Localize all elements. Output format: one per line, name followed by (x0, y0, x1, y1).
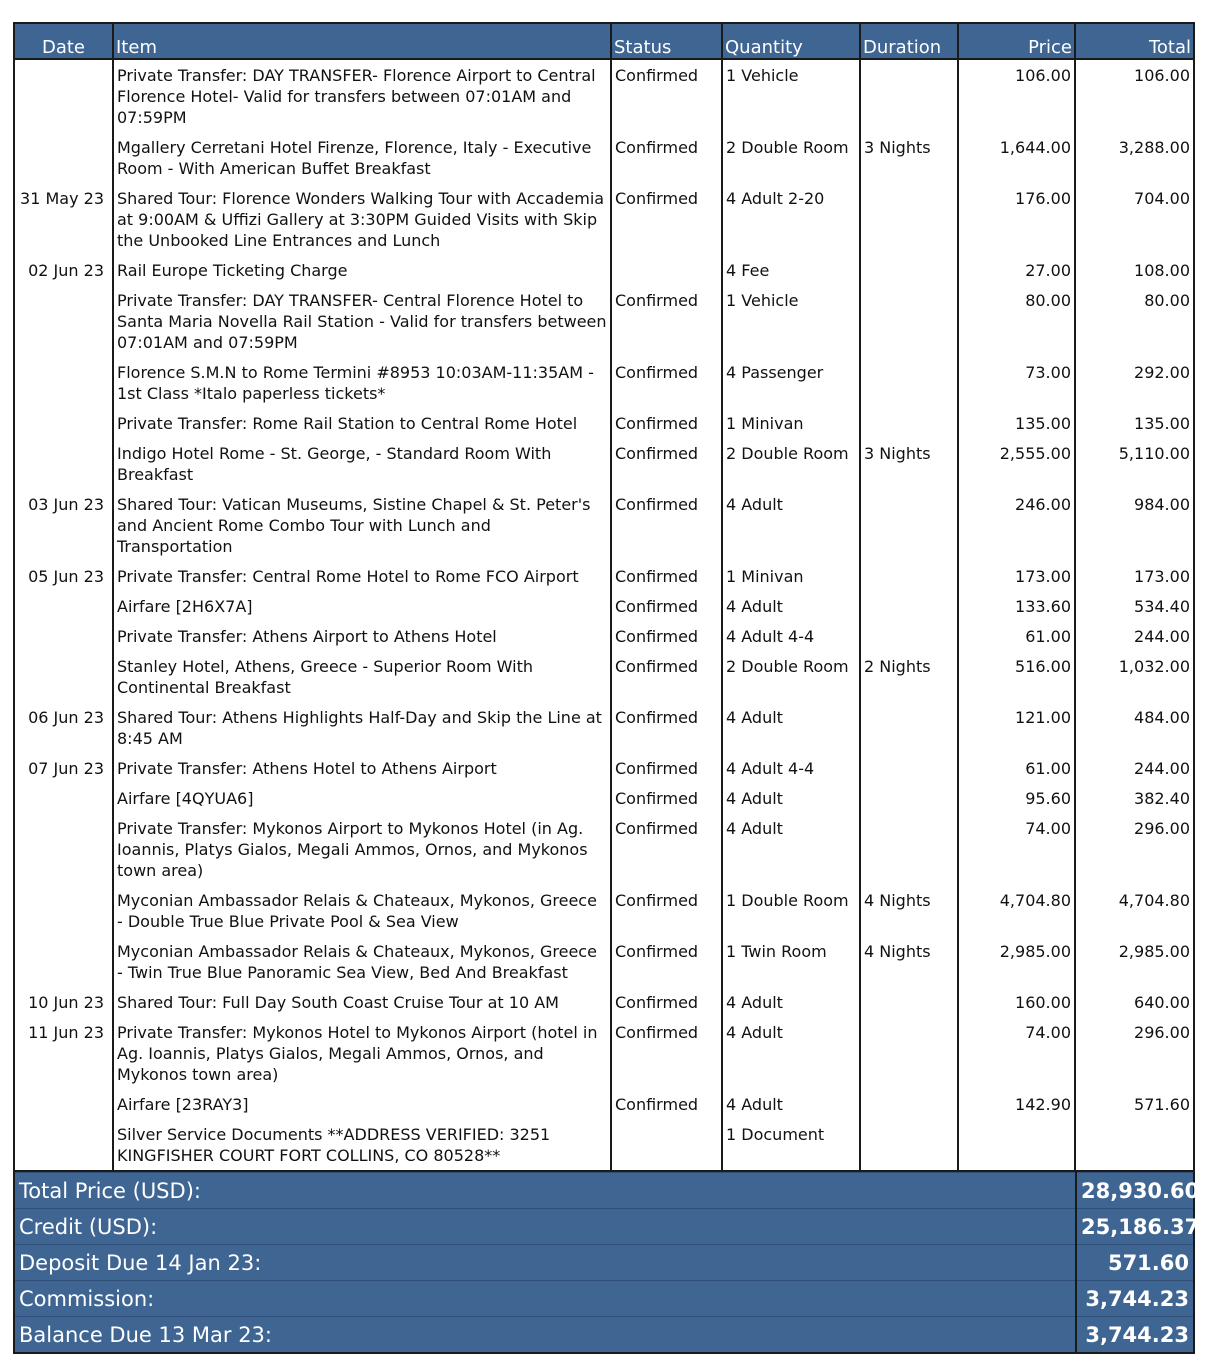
cell-quantity: 4 Fee (722, 255, 860, 285)
cell-status: Confirmed (611, 885, 722, 936)
cell-quantity: 2 Double Room (722, 132, 860, 183)
cell-status: Confirmed (611, 651, 722, 702)
cell-date: 31 May 23 (14, 183, 113, 255)
cell-total: 80.00 (1075, 285, 1194, 357)
cell-date (14, 591, 113, 621)
cell-price: 74.00 (958, 1017, 1075, 1089)
summary-label: Deposit Due 14 Jan 23: (14, 1245, 1076, 1281)
cell-item: Airfare [2H6X7A] (113, 591, 611, 621)
cell-item: Silver Service Documents **ADDRESS VERIFIED: 3251 KINGFISHER COURT FORT COLLINS, CO 80528** (113, 1119, 611, 1171)
cell-status: Confirmed (611, 59, 722, 132)
table-row (14, 936, 1194, 987)
cell-duration (860, 489, 958, 561)
cell-date (14, 783, 113, 813)
header-quantity: Quantity (722, 23, 860, 59)
cell-status: Confirmed (611, 357, 722, 408)
summary-label: Commission: (14, 1281, 1076, 1317)
cell-duration: 4 Nights (860, 885, 958, 936)
cell-date (14, 132, 113, 183)
cell-duration (860, 1119, 958, 1171)
cell-date (14, 885, 113, 936)
cell-quantity: 4 Adult (722, 783, 860, 813)
table-row (14, 132, 1194, 183)
cell-price: 121.00 (958, 702, 1075, 753)
cell-total: 704.00 (1075, 183, 1194, 255)
cell-duration (860, 987, 958, 1017)
cell-total: 1,032.00 (1075, 651, 1194, 702)
cell-item: Private Transfer: Rome Rail Station to Central Rome Hotel (113, 408, 611, 438)
cell-duration (860, 1017, 958, 1089)
cell-quantity: 4 Passenger (722, 357, 860, 408)
cell-price: 1,644.00 (958, 132, 1075, 183)
cell-item: Private Transfer: Athens Hotel to Athens Airport (113, 753, 611, 783)
table-row (14, 651, 1194, 702)
cell-quantity: 1 Double Room (722, 885, 860, 936)
cell-duration (860, 357, 958, 408)
cell-total: 135.00 (1075, 408, 1194, 438)
cell-total: 106.00 (1075, 59, 1194, 132)
cell-status: Confirmed (611, 753, 722, 783)
cell-date: 03 Jun 23 (14, 489, 113, 561)
cell-item: Indigo Hotel Rome - St. George, - Standard Room With Breakfast (113, 438, 611, 489)
cell-total: 484.00 (1075, 702, 1194, 753)
cell-item: Stanley Hotel, Athens, Greece - Superior Room With Continental Breakfast (113, 651, 611, 702)
header-duration: Duration (860, 23, 958, 59)
cell-price: 160.00 (958, 987, 1075, 1017)
cell-status: Confirmed (611, 561, 722, 591)
itinerary-rows (14, 59, 1194, 1171)
cell-duration (860, 1089, 958, 1119)
cell-item: Myconian Ambassador Relais & Chateaux, Mykonos, Greece - Double True Blue Private Pool & Sea View (113, 885, 611, 936)
summary-row (14, 1173, 1194, 1209)
cell-status: Confirmed (611, 987, 722, 1017)
cell-price: 135.00 (958, 408, 1075, 438)
cell-quantity: 4 Adult (722, 1017, 860, 1089)
cell-quantity: 1 Minivan (722, 408, 860, 438)
cell-total: 173.00 (1075, 561, 1194, 591)
summary-amount: 571.60 (1076, 1245, 1194, 1281)
cell-quantity: 4 Adult 4-4 (722, 753, 860, 783)
cell-duration (860, 702, 958, 753)
table-header-row (14, 23, 1194, 59)
cell-price: 27.00 (958, 255, 1075, 285)
cell-date (14, 408, 113, 438)
cell-quantity: 1 Minivan (722, 561, 860, 591)
cell-price: 142.90 (958, 1089, 1075, 1119)
itinerary-invoice (13, 22, 1200, 1354)
cell-duration: 3 Nights (860, 438, 958, 489)
cell-total: 534.40 (1075, 591, 1194, 621)
cell-quantity: 1 Vehicle (722, 285, 860, 357)
cell-status: Confirmed (611, 936, 722, 987)
cell-item: Private Transfer: Athens Airport to Athens Hotel (113, 621, 611, 651)
cell-total: 244.00 (1075, 753, 1194, 783)
cell-duration (860, 813, 958, 885)
header-total: Total (1075, 23, 1194, 59)
table-row (14, 753, 1194, 783)
summary-row (14, 1245, 1194, 1281)
cell-status: Confirmed (611, 132, 722, 183)
itinerary-items-table (13, 22, 1195, 1172)
table-row (14, 621, 1194, 651)
cell-quantity: 1 Vehicle (722, 59, 860, 132)
cell-duration (860, 753, 958, 783)
cell-item: Private Transfer: Mykonos Hotel to Mykonos Airport (hotel in Ag. Ioannis, Platys Gialos, Megali Ammos, Ornos, and Mykonos town area) (113, 1017, 611, 1089)
cell-total: 292.00 (1075, 357, 1194, 408)
cell-quantity: 4 Adult 4-4 (722, 621, 860, 651)
cell-quantity: 4 Adult (722, 1089, 860, 1119)
cell-date: 11 Jun 23 (14, 1017, 113, 1089)
cell-total: 984.00 (1075, 489, 1194, 561)
cell-price: 74.00 (958, 813, 1075, 885)
cell-date (14, 1119, 113, 1171)
header-price: Price (958, 23, 1075, 59)
cell-status: Confirmed (611, 702, 722, 753)
cell-price: 80.00 (958, 285, 1075, 357)
cell-total: 108.00 (1075, 255, 1194, 285)
cell-status (611, 255, 722, 285)
cell-total: 4,704.80 (1075, 885, 1194, 936)
cell-duration (860, 621, 958, 651)
cell-date (14, 936, 113, 987)
cell-duration: 2 Nights (860, 651, 958, 702)
cell-date (14, 813, 113, 885)
table-row (14, 489, 1194, 561)
table-row (14, 1119, 1194, 1171)
summary-amount: 3,744.23 (1076, 1281, 1194, 1317)
cell-status: Confirmed (611, 408, 722, 438)
cell-duration (860, 183, 958, 255)
cell-duration (860, 285, 958, 357)
cell-price: 61.00 (958, 621, 1075, 651)
cell-quantity: 1 Document (722, 1119, 860, 1171)
cell-total: 640.00 (1075, 987, 1194, 1017)
cell-status: Confirmed (611, 591, 722, 621)
table-row (14, 59, 1194, 132)
cell-duration (860, 561, 958, 591)
cell-quantity: 4 Adult (722, 591, 860, 621)
cell-price: 516.00 (958, 651, 1075, 702)
cell-item: Airfare [4QYUA6] (113, 783, 611, 813)
table-row (14, 1017, 1194, 1089)
table-row (14, 702, 1194, 753)
cell-quantity: 4 Adult (722, 489, 860, 561)
table-row (14, 408, 1194, 438)
cell-price: 176.00 (958, 183, 1075, 255)
cell-date: 10 Jun 23 (14, 987, 113, 1017)
cell-status: Confirmed (611, 813, 722, 885)
cell-total: 3,288.00 (1075, 132, 1194, 183)
cell-date (14, 59, 113, 132)
cell-status: Confirmed (611, 1089, 722, 1119)
cell-duration (860, 783, 958, 813)
cell-status: Confirmed (611, 1017, 722, 1089)
cell-item: Private Transfer: Central Rome Hotel to Rome FCO Airport (113, 561, 611, 591)
cell-item: Airfare [23RAY3] (113, 1089, 611, 1119)
cell-item: Shared Tour: Athens Highlights Half-Day and Skip the Line at 8:45 AM (113, 702, 611, 753)
cell-item: Private Transfer: DAY TRANSFER- Central Florence Hotel to Santa Maria Novella Rail Station - Valid for transfers between 07:01AM and 07:59PM (113, 285, 611, 357)
cell-date: 07 Jun 23 (14, 753, 113, 783)
cell-price: 106.00 (958, 59, 1075, 132)
summary-rows (14, 1173, 1200, 1354)
summary-table (13, 1172, 1200, 1354)
cell-total: 5,110.00 (1075, 438, 1194, 489)
cell-quantity: 1 Twin Room (722, 936, 860, 987)
table-row (14, 885, 1194, 936)
cell-item: Private Transfer: Mykonos Airport to Mykonos Hotel (in Ag. Ioannis, Platys Gialos, Megali Ammos, Ornos, and Mykonos town area) (113, 813, 611, 885)
summary-amount: 25,186.37 (1076, 1209, 1194, 1245)
cell-date: 02 Jun 23 (14, 255, 113, 285)
cell-price: 95.60 (958, 783, 1075, 813)
cell-duration (860, 255, 958, 285)
cell-date: 05 Jun 23 (14, 561, 113, 591)
summary-row (14, 1281, 1194, 1317)
cell-item: Myconian Ambassador Relais & Chateaux, Mykonos, Greece - Twin True Blue Panoramic Sea View, Bed And Breakfast (113, 936, 611, 987)
cell-price: 246.00 (958, 489, 1075, 561)
cell-item: Shared Tour: Full Day South Coast Cruise Tour at 10 AM (113, 987, 611, 1017)
cell-status: Confirmed (611, 621, 722, 651)
summary-row (14, 1317, 1194, 1354)
table-row (14, 438, 1194, 489)
cell-duration (860, 59, 958, 132)
cell-date (14, 651, 113, 702)
cell-item: Shared Tour: Florence Wonders Walking Tour with Accademia at 9:00AM & Uffizi Gallery at 3:30PM Guided Visits with Skip the Unbooked Line Entrances and Lunch (113, 183, 611, 255)
cell-status: Confirmed (611, 438, 722, 489)
cell-price: 2,555.00 (958, 438, 1075, 489)
cell-total: 296.00 (1075, 813, 1194, 885)
cell-total: 382.40 (1075, 783, 1194, 813)
cell-status: Confirmed (611, 183, 722, 255)
cell-quantity: 2 Double Room (722, 651, 860, 702)
cell-date: 06 Jun 23 (14, 702, 113, 753)
cell-date (14, 438, 113, 489)
cell-quantity: 4 Adult (722, 987, 860, 1017)
cell-price: 4,704.80 (958, 885, 1075, 936)
cell-status: Confirmed (611, 285, 722, 357)
table-row (14, 255, 1194, 285)
summary-label: Balance Due 13 Mar 23: (14, 1317, 1076, 1354)
cell-duration: 3 Nights (860, 132, 958, 183)
cell-total: 571.60 (1075, 1089, 1194, 1119)
cell-date (14, 621, 113, 651)
cell-duration (860, 591, 958, 621)
table-row (14, 987, 1194, 1017)
header-item: Item (113, 23, 611, 59)
cell-price: 2,985.00 (958, 936, 1075, 987)
cell-status (611, 1119, 722, 1171)
table-row (14, 1089, 1194, 1119)
cell-date (14, 1089, 113, 1119)
cell-duration: 4 Nights (860, 936, 958, 987)
cell-price: 173.00 (958, 561, 1075, 591)
cell-item: Shared Tour: Vatican Museums, Sistine Chapel & St. Peter's and Ancient Rome Combo Tour with Lunch and Transportation (113, 489, 611, 561)
summary-label: Credit (USD): (14, 1209, 1076, 1245)
cell-total: 2,985.00 (1075, 936, 1194, 987)
table-row (14, 357, 1194, 408)
cell-date (14, 285, 113, 357)
summary-label: Total Price (USD): (14, 1173, 1076, 1209)
cell-total: 244.00 (1075, 621, 1194, 651)
cell-quantity: 4 Adult 2-20 (722, 183, 860, 255)
cell-price: 133.60 (958, 591, 1075, 621)
cell-status: Confirmed (611, 783, 722, 813)
summary-row (14, 1209, 1194, 1245)
cell-item: Rail Europe Ticketing Charge (113, 255, 611, 285)
cell-price: 61.00 (958, 753, 1075, 783)
cell-item: Mgallery Cerretani Hotel Firenze, Florence, Italy - Executive Room - With American Buffet Breakfast (113, 132, 611, 183)
cell-total (1075, 1119, 1194, 1171)
cell-quantity: 4 Adult (722, 813, 860, 885)
cell-price (958, 1119, 1075, 1171)
cell-item: Private Transfer: DAY TRANSFER- Florence Airport to Central Florence Hotel- Valid for transfers between 07:01AM and 07:59PM (113, 59, 611, 132)
header-status: Status (611, 23, 722, 59)
header-date: Date (14, 23, 113, 59)
cell-quantity: 2 Double Room (722, 438, 860, 489)
table-row (14, 813, 1194, 885)
cell-price: 73.00 (958, 357, 1075, 408)
summary-amount: 28,930.60 (1076, 1173, 1194, 1209)
summary-amount: 3,744.23 (1076, 1317, 1194, 1354)
cell-date (14, 357, 113, 408)
cell-status: Confirmed (611, 489, 722, 561)
table-row (14, 591, 1194, 621)
cell-total: 296.00 (1075, 1017, 1194, 1089)
table-row (14, 783, 1194, 813)
cell-quantity: 4 Adult (722, 702, 860, 753)
table-row (14, 285, 1194, 357)
cell-duration (860, 408, 958, 438)
table-row (14, 183, 1194, 255)
cell-item: Florence S.M.N to Rome Termini #8953 10:03AM-11:35AM - 1st Class *Italo paperless tickets* (113, 357, 611, 408)
table-row (14, 561, 1194, 591)
